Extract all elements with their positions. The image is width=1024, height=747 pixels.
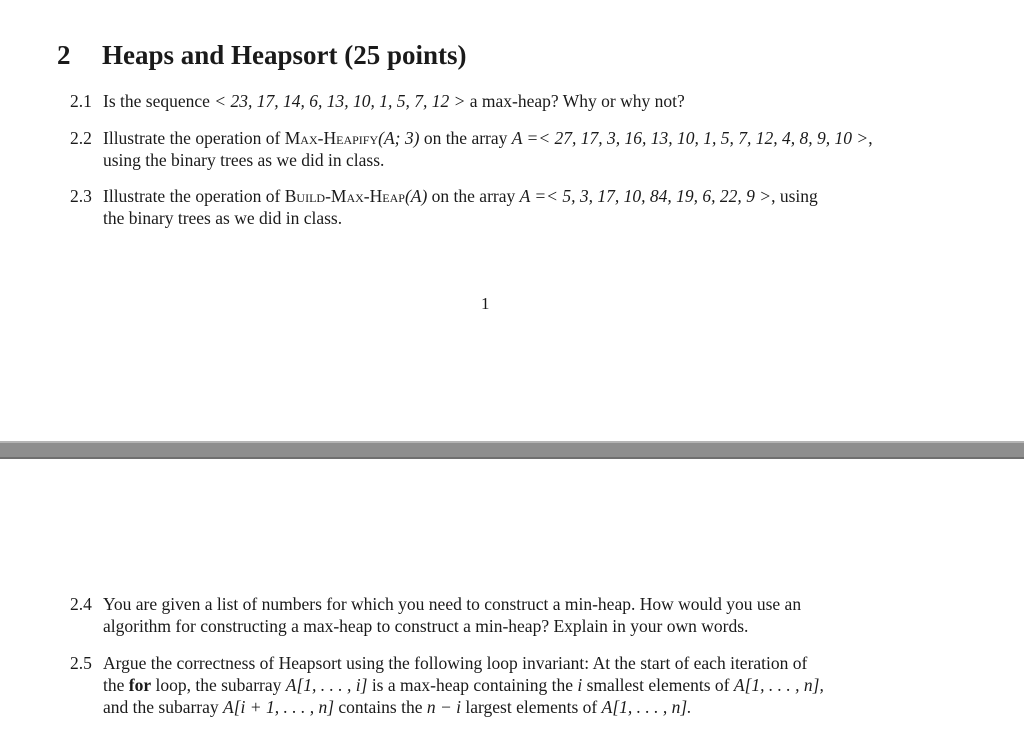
math-expression: n − i xyxy=(426,697,462,717)
text-run: , using xyxy=(771,186,818,206)
text-run: is a max-heap containing the xyxy=(367,675,578,695)
page-number: 1 xyxy=(481,294,490,313)
problem-line xyxy=(103,185,950,207)
math-subarray: A[i + 1, . . . , n] xyxy=(223,697,335,717)
text-run: the xyxy=(103,675,129,695)
text-run: , xyxy=(868,128,873,148)
problem-2-2 xyxy=(70,127,950,171)
keyword-for: for xyxy=(128,675,152,695)
problem-number: 2.2 xyxy=(70,128,92,148)
problem-line xyxy=(103,90,950,112)
math-array: A =< 5, 3, 17, 10, 84, 19, 6, 22, 9 > xyxy=(519,186,772,206)
text-run: and the subarray xyxy=(103,697,224,717)
problem-line: You are given a list of numbers for which you need to construct a min-heap. How would you use an xyxy=(103,594,802,614)
text-run: on the array xyxy=(419,128,512,148)
problem-2-3 xyxy=(70,185,950,229)
text-run: Illustrate the operation of xyxy=(103,128,285,148)
math-variable: i xyxy=(577,675,583,695)
problem-2-4 xyxy=(70,593,950,637)
procedure-args: (A; 3) xyxy=(378,128,420,148)
problem-2-1 xyxy=(70,90,950,112)
text-run: Illustrate the operation of xyxy=(103,186,285,206)
problem-number: 2.1 xyxy=(70,91,92,111)
problem-line xyxy=(103,674,950,696)
problem-number: 2.5 xyxy=(70,653,92,673)
section-title: Heaps and Heapsort (25 points) xyxy=(102,40,467,70)
problem-number: 2.3 xyxy=(70,186,92,206)
problem-line: the binary trees as we did in class. xyxy=(103,208,343,228)
text-run: loop, the subarray xyxy=(151,675,286,695)
text-run: on the array xyxy=(427,186,520,206)
procedure-args: (A) xyxy=(404,186,428,206)
text-run: Is the sequence xyxy=(103,91,215,111)
procedure-name: Max-Heapify xyxy=(284,128,379,148)
problem-2-5 xyxy=(70,652,950,718)
problem-line: Argue the correctness of Heapsort using the following loop invariant: At the start of each iteration of xyxy=(103,653,808,673)
math-array: A[1, . . . , n], xyxy=(733,675,824,695)
problem-line xyxy=(103,127,950,149)
math-sequence: < 23, 17, 14, 6, 13, 10, 1, 5, 7, 12 > xyxy=(214,91,466,111)
section-number: 2 xyxy=(57,40,71,70)
problem-line: using the binary trees as we did in class. xyxy=(103,150,385,170)
problem-line: algorithm for constructing a max-heap to construct a min-heap? Explain in your own words. xyxy=(103,616,749,636)
math-array: A =< 27, 17, 3, 16, 13, 10, 1, 5, 7, 12, 4, 8, 9, 10 > xyxy=(511,128,869,148)
problem-line xyxy=(103,696,950,718)
text-run: a max-heap? Why or why not? xyxy=(465,91,685,111)
text-run: contains the xyxy=(334,697,427,717)
page-bottom xyxy=(0,459,1024,747)
section-heading xyxy=(57,40,467,71)
procedure-name: Build-Max-Heap xyxy=(284,186,405,206)
text-run: largest elements of xyxy=(461,697,602,717)
problem-number: 2.4 xyxy=(70,594,92,614)
math-subarray: A[1, . . . , i] xyxy=(285,675,368,695)
text-run: smallest elements of xyxy=(582,675,734,695)
math-array: A[1, . . . , n]. xyxy=(601,697,692,717)
page-separator xyxy=(0,441,1024,459)
